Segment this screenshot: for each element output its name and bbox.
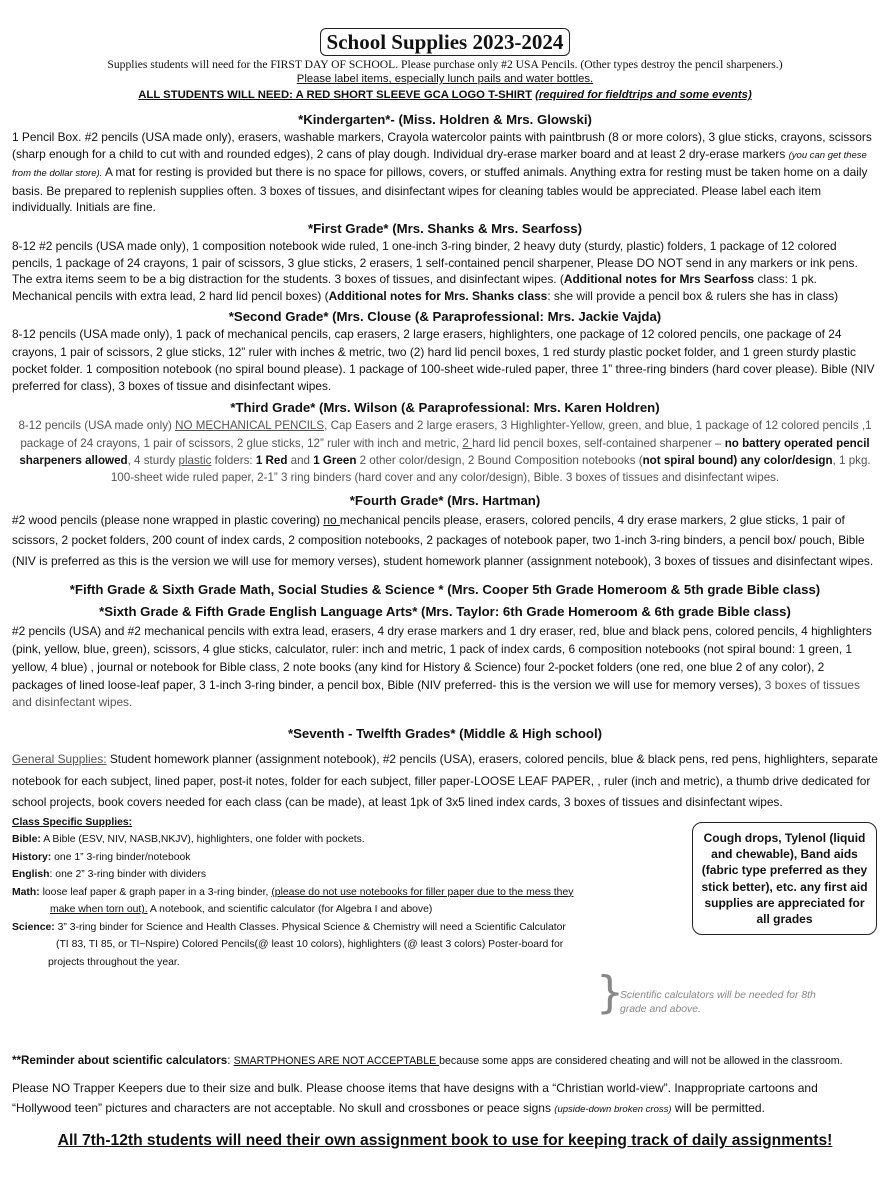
first-grade-section [12, 219, 878, 304]
third-grade-t3: , Cap Easers and 2 large erasers, 3 Highlighter-Yellow, green, and blue, 1 package of 12 colored pencils ,1 package of 24 crayons, 1 pair of scissors, 2 glue sticks, 12” ruler with inch and metric, [20, 419, 872, 450]
trapper-keeper-note [12, 1078, 878, 1120]
first-grade-searfoss-note: Additional notes for Mrs Searfoss [563, 272, 755, 287]
third-grade-green: 1 Green [313, 453, 357, 467]
general-supplies [12, 749, 878, 814]
third-grade-list [12, 417, 878, 487]
math-label: Math: [12, 886, 40, 898]
math-row [12, 884, 632, 902]
third-grade-t5: hard lid pencil boxes, self-contained sharpener – [472, 436, 725, 450]
trapper-text-a: Please NO Trapper Keepers due to their size and bulk. Please choose items that have designs with a “Christian world-view”. Inappropriate cartoons and “Hollywood teen” pictures and characters are not acceptable. No skull and crossbones or peace signs [12, 1081, 818, 1115]
fifth-sixth-text-b: 3 boxes of tissues and disinfectant wipes. [12, 677, 860, 710]
math-row-2 [12, 901, 632, 919]
page-title: School Supplies 2023-2024 [320, 28, 571, 56]
reminder-smartphones: SMARTPHONES ARE NOT ACCEPTABLE [233, 1055, 440, 1067]
reminder-colon: : [227, 1054, 234, 1067]
science-row [12, 919, 632, 937]
seventh-twelfth-heading: *Seventh - Twelfth Grades* (Middle & High school) [287, 726, 603, 742]
kindergarten-text-d: . Be prepared to replenish supplies often. 3 boxes of tissues, and disinfectant wipes for cleaning tables would be appreciated. Please label each item individually. Initials are fine. [12, 183, 822, 215]
english-row [12, 866, 632, 884]
first-grade-text-a: 8-12 #2 pencils (USA made only), 1 composition notebook wide ruled, 1 one-inch 3-ring binder, 2 heavy duty (sturdy, plastic) folders, 1 package of 12 colored pencils, 1 package of 24 crayons, 1 pair of scissors, 3 glue sticks, 2 erasers, 1 self-contained pencil sharpener, Please DO NOT send in any markers or ink pens. The extra items seem to be a big distraction for the students. 3 boxes of tissues, and disinfectant wipes. ( [12, 238, 858, 287]
third-grade-not-spiral: not spiral bound) any color/design [642, 453, 833, 467]
kindergarten-text-c: A mat for resting is provided but there is no space for pillows, covers, or stuffed animals. Anything extra for resting must be taken home on a daily basis [12, 165, 868, 198]
kindergarten-heading: *Kindergarten*- (Miss. Holdren & Mrs. Glowski) [298, 112, 592, 127]
bible-row [12, 831, 632, 849]
science-row-2: (TI 83, TI 85, or TI~Nspire) Colored Pencils(@ least 10 colors), highlighters (@ least 3 colors) Poster-board for [56, 939, 564, 951]
brace-icon: } [596, 967, 624, 1018]
first-aid-box: Cough drops, Tylenol (liquid and chewable), Band aids (fabric type preferred as they stick better), etc. any first aid supplies are appreciated for all grades [692, 822, 877, 935]
first-grade-heading: *First Grade* (Mrs. Shanks & Mrs. Searfoss) [307, 220, 583, 236]
second-grade-list: 8-12 pencils (USA made only), 1 pack of mechanical pencils, cap erasers, 2 large erasers, highlighters, one package of 12 colored pencils, one package of 24 crayons, 1 pair of scissors, 2 glue sticks, 12” ruler with inches & metric, two (2) hard lid pencil boxes, 1 red sturdy plastic pocket folder, and 1 green sturdy plastic pocket folder. 1 composition notebook (no spiral bound please). 1 package of 100-sheet wide-ruled paper, three 1” three-ring binders (hard cover please). Bible (NIV preferred for class), 3 boxes of tissue and disinfectant wipes. [12, 327, 875, 393]
third-grade-t11: and [287, 453, 314, 467]
kindergarten-dollar-note: (you can get these from the dollar store). [12, 149, 867, 180]
third-grade-heading: *Third Grade* (Mrs. Wilson (& Paraprofessional: Mrs. Karen Holdren) [230, 400, 660, 416]
fourth-grade-no: no [323, 512, 340, 527]
bible-text: A Bible (ESV, NIV, NASB,NKJV), highlighters, one folder with pockets. [40, 834, 365, 846]
third-grade-t7: , 4 sturdy [127, 453, 179, 467]
kindergarten-text-a: 1 Pencil Box. #2 pencils (USA made only), erasers, washable markers, Crayola watercolor paints with paintbrush (8 or more colors), 3 glue sticks, crayons, scissors (sharp enough for a child to cut with and rounded edges), 2 cans of play dough. Individual dry-erase marker board and at least 2 dry-erase markers [12, 130, 872, 161]
science-row-3: projects throughout the year. [48, 956, 180, 968]
fifth-sixth-text-a: #2 pencils (USA) and #2 mechanical pencils with extra lead, erasers, 4 dry erase markers and 1 dry eraser, red, blue and black pens, colored pencils, 4 highlighters (pink, yellow, blue, green), scissors, 4 glue sticks, calculator, ruler: inch and metric, 1 pack of index cards, 6 composition notebooks (not spiral bound: 1 green, 1 yellow, 4 blue) , journal or notebook for Bible class, 2 note books (any kind for History & Science) four 2-pocket folders (one red, one blue 2 of any color), 2 packages of lined loose-leaf paper, 3 1-inch 3-ring binder, a pencil box, Bible (NIV preferred- this is the version we will use for memory verses), [12, 624, 872, 692]
calculator-reminder [12, 1053, 878, 1069]
first-grade-shanks-note: Additional notes for Mrs. Shanks class [328, 288, 548, 303]
english-text: : one 2” 3-ring binder with dividers [49, 869, 207, 881]
third-grade-t1: 8-12 pencils (USA made only) [18, 419, 176, 433]
general-supplies-label: General Supplies: [12, 752, 107, 767]
bible-label: Bible: [12, 834, 41, 846]
class-specific-label: Class Specific Supplies: [12, 816, 133, 828]
third-grade-t9: folders: [211, 453, 256, 467]
third-grade-section [12, 398, 878, 487]
fourth-grade-t1: #2 wood pencils (please none wrapped in plastic covering) [12, 512, 324, 527]
third-grade-no-battery: no battery operated pencil sharpeners allowed [19, 436, 870, 467]
math-note-2: make when torn out). [50, 904, 148, 916]
third-grade-no-mechanical: NO MECHANICAL PENCILS [175, 419, 325, 433]
intro-line: Supplies students will need for the FIRST DAY OF SCHOOL. Please purchase only #2 USA Pencils. (Other types destroy the pencil sharpeners.) [107, 58, 783, 71]
calculator-note: Scientific calculators will be needed for 8th grade and above. [620, 990, 816, 1015]
math-text-a: loose leaf paper & graph paper in a 3-ring binder, [39, 886, 272, 898]
sixth-grade-heading: *Sixth Grade & Fifth Grade English Language Arts* (Mrs. Taylor: 6th Grade Homeroom & 6th grade Bible class) [99, 604, 791, 620]
english-label: English [12, 869, 50, 881]
fourth-grade-section [12, 491, 878, 572]
third-grade-t15: , 1 pkg. 100-sheet wide ruled paper, 2-1” 3 ring binders (hard cover and any color/design), Bible. 3 boxes of tissues and disinfectant wipes. [110, 453, 871, 485]
history-label: History: [12, 851, 52, 863]
kindergarten-section [12, 110, 878, 216]
first-grade-text-c: : she will provide a pencil box & rulers she has in class) [547, 288, 839, 303]
fourth-grade-heading: *Fourth Grade* (Mrs. Hartman) [349, 492, 541, 508]
assignment-book-footer: All 7th-12th students will need their own assignment book to use for keeping track of daily assignments! [57, 1132, 833, 1149]
fifth-grade-heading: *Fifth Grade & Sixth Grade Math, Social Studies & Science * (Mrs. Cooper 5th Grade Homeroom & 5th grade Bible class) [69, 582, 821, 598]
science-text-1: 3” 3-ring binder for Science and Health Classes. Physical Science & Chemistry will need a Scientific Calculator [54, 921, 566, 933]
history-row [12, 849, 632, 867]
reminder-label: **Reminder about scientific calculators [12, 1054, 228, 1067]
third-grade-t4: 2 [462, 436, 473, 450]
trapper-text-b: will be permitted. [671, 1101, 765, 1115]
tshirt-note: (required for fieldtrips and some events) [535, 89, 752, 101]
science-label: Science: [12, 921, 55, 933]
reminder-text: because some apps are considered cheating and will not be allowed in the classroom. [439, 1055, 843, 1067]
fifth-sixth-section [12, 579, 878, 712]
math-note-1: (please do not use notebooks for filler paper due to the mess they [271, 886, 574, 898]
second-grade-section [12, 307, 878, 395]
label-items-line: Please label items, especially lunch pails and water bottles. [296, 73, 594, 85]
tshirt-line [12, 88, 878, 102]
third-grade-red: 1 Red [255, 453, 288, 467]
peace-sign-note: (upside-down broken cross) [554, 1104, 672, 1115]
first-grade-list [12, 238, 878, 304]
kindergarten-list [12, 129, 878, 216]
third-grade-t13: 2 other color/design, 2 Bound Composition notebooks ( [356, 453, 643, 467]
fourth-grade-list [12, 510, 878, 572]
first-grade-text-b: class: 1 pk. Mechanical pencils with extra lead, 2 hard lid pencil boxes) ( [12, 272, 817, 303]
title-wrap [12, 28, 878, 56]
fourth-grade-t3: mechanical pencils please, erasers, colored pencils, 4 dry erase markers, 2 glue sticks, 1 pair of scissors, 2 pocket folders, 200 count of index cards, 2 composition notebooks, 2 packages of notebook paper, two 1-inch 3-ring binders, a pencil box/ pouch, Bible (NIV is preferred as this is the version we will use for memory verses), student homework planner (assignment notebook), 3 boxes of tissues and disinfectant wipes. [12, 512, 874, 568]
general-supplies-text: Student homework planner (assignment notebook), #2 pencils (USA), erasers, colored pencils, blue & black pens, red pens, highlighters, separate notebook for each subject, lined paper, post-it notes, folder for each subject, filler paper-LOOSE LEAF PAPER, , ruler (inch and metric), a thumb drive dedicated for school projects, book covers needed for each class (can be made), at least 1pk of 3x5 lined index cards, 3 boxes of tissues and disinfectant wipes. [12, 752, 878, 810]
tshirt-requirement: ALL STUDENTS WILL NEED: A RED SHORT SLEEVE GCA LOGO T-SHIRT [138, 89, 532, 101]
third-grade-plastic: plastic [178, 453, 212, 467]
history-text: one 1” 3-ring binder/notebook [51, 851, 191, 863]
fifth-sixth-list [12, 623, 878, 712]
math-text-b: A notebook, and scientific calculator (for Algebra I and above) [147, 904, 433, 916]
class-specific-supplies [12, 814, 632, 972]
second-grade-heading: *Second Grade* (Mrs. Clouse (& Paraprofessional: Mrs. Jackie Vajda) [228, 309, 662, 325]
